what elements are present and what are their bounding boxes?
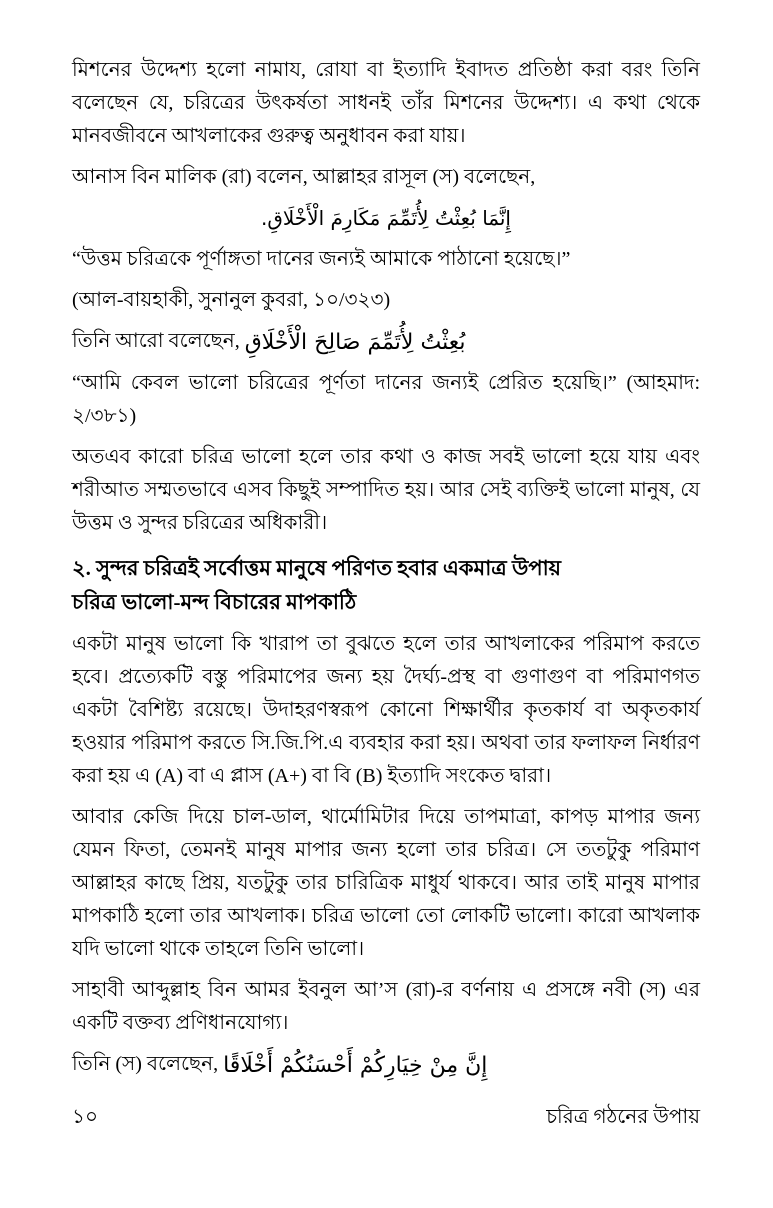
hadith2-line xyxy=(72,325,700,359)
hadith1-reference: (আল-বায়হাকী, সুনানুল কুবরা, ১০/৩২৩) xyxy=(72,289,391,311)
hadith3-prefix: তিনি (স) বলেছেন, xyxy=(72,1053,219,1075)
hadith2-translation: “আমি কেবল ভালো চরিত্রের পূর্ণতা দানের জন্যই প্রেরিত হয়েছি।” (আহমাদ: ২/৩৮১) xyxy=(72,372,700,427)
section-subheading: চরিত্র ভালো-মন্দ বিচারের মাপকাঠি xyxy=(72,590,357,614)
section-heading: ২. সুন্দর চরিত্রই সর্বোত্তম মানুষে পরিণত হবার একমাত্র উপায় xyxy=(72,556,562,580)
hadith2-prefix: তিনি আরো বলেছেন, xyxy=(72,330,240,352)
page-number: ১০ xyxy=(72,1106,98,1128)
hadith1-arabic-text: إِنَّمَا بُعِثْتُ لِأُتَمِّمَ مَكَارِمَ الْأَخْلَاقِ. xyxy=(261,206,511,230)
paragraph-mission-purpose: মিশনের উদ্দেশ্য হলো নামায, রোযা বা ইত্যাদি ইবাদত প্রতিষ্ঠা করা বরং তিনি বলেছেন যে, চরিত্রের উৎকর্ষতা সাধনই তাঁর মিশনের উদ্দেশ্য। এ কথা থেকে মানবজীবনে আখলাকের গুরুত্ব অনুধাবন করা যায়। xyxy=(72,59,700,147)
page-footer xyxy=(72,1102,700,1135)
hadith2-arabic-text: بُعِثْتُ لِأُتَمِّمَ صَالِحَ الْأَخْلَاقِ xyxy=(244,330,466,355)
hadith1-translation: “উত্তম চরিত্রকে পূর্ণাঙ্গতা দানের জন্যই আমাকে পাঠানো হয়েছে।” xyxy=(72,248,571,270)
paragraph-conclusion: অতএব কারো চরিত্র ভালো হলে তার কথা ও কাজ সবই ভালো হয়ে যায় এবং শরীআত সম্মতভাবে এসব কিছুই সম্পাদিত হয়। আর সেই ব্যক্তিই ভালো মানুষ, যে উত্তম ও সুন্দর চরিত্রের অধিকারী। xyxy=(72,446,700,534)
paragraph-sahabi-narration: সাহাবী আব্দুল্লাহ বিন আমর ইবনুল আ’স (রা)-র বর্ণনায় এ প্রসঙ্গে নবী (স) এর একটি বক্তব্য প্রণিধানযোগ্য। xyxy=(72,979,700,1034)
hadith3-line xyxy=(72,1048,700,1082)
page-body xyxy=(72,54,700,1082)
running-title: চরিত্র গঠনের উপায় xyxy=(546,1106,700,1128)
paragraph-character-scale: আবার কেজি দিয়ে চাল-ডাল, থার্মোমিটার দিয়ে তাপমাত্রা, কাপড় মাপার জন্য যেমন ফিতা, তেমনই মানুষ মাপার জন্য হলো তার চরিত্র। সে ততটুকু পরিমাণ আল্লাহর কাছে প্রিয়, যতটুকু তার চারিত্রিক মাধুর্য থাকবে। আর তাই মানুষ মাপার মাপকাঠি হলো তার আখলাক। চরিত্র ভালো তো লোকটি ভালো। কারো আখলাক যদি ভালো থাকে তাহলে তিনি ভালো। xyxy=(72,806,700,960)
paragraph-measurement: একটা মানুষ ভালো কি খারাপ তা বুঝতে হলে তার আখলাকের পরিমাপ করতে হবে। প্রত্যেকটি বস্তু পরিমাপের জন্য হয় দৈর্ঘ্য-প্রস্থ বা গুণাগুণ বা পরিমাণগত একটা বৈশিষ্ট্য রয়েছে। উদাহরণস্বরূপ কোনো শিক্ষার্থীর কৃতকার্য বা অকৃতকার্য হওয়ার পরিমাপ করতে সি.জি.পি.এ ব্যবহার করা হয়। অথবা তার ফলাফল নির্ধারণ করা হয় এ (A) বা এ প্লাস (A+) বা বি (B) ইত্যাদি সংকেত দ্বারা। xyxy=(72,633,700,787)
hadith1-narrator-line: আনাস বিন মালিক (রা) বলেন, আল্লাহর রাসূল (স) বলেছেন, xyxy=(72,166,536,188)
hadith3-arabic-text: إِنَّ مِنْ خِيَارِكُمْ أَحْسَنُكُمْ أَخْلَاقًا xyxy=(223,1053,488,1078)
